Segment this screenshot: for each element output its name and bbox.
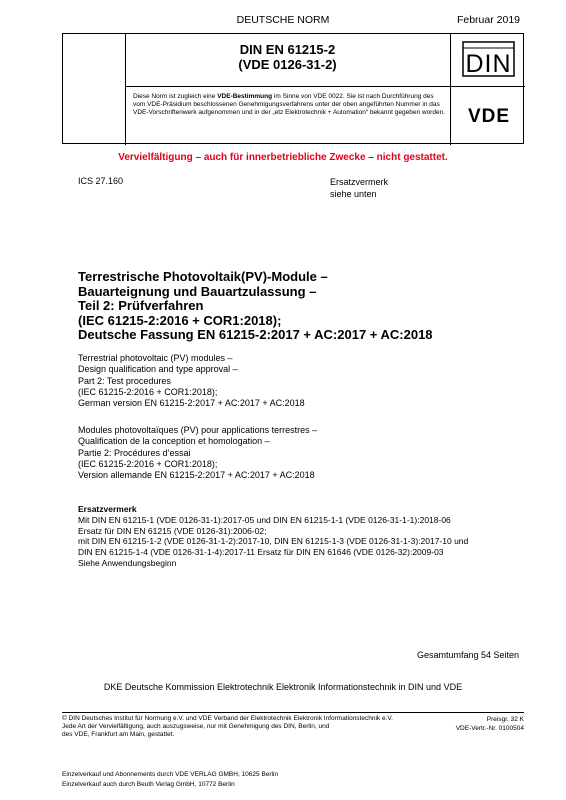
total-pages: Gesamtumfang 54 Seiten bbox=[416, 650, 519, 660]
header-frame bbox=[62, 33, 524, 144]
copyright-notice: © DIN Deutsches Institut für Normung e.V. und VDE Verband der Elektrotechnik Elektronik Informationstechnik e.V. Jede Art der Vervielfältigung, auch auszugsweise, nur mit Genehmigung des DIN, Berlin, und des VDE, Frankfurt am Main, gestattet. bbox=[62, 715, 393, 738]
standard-number-din: DIN EN 61215-2 bbox=[239, 42, 336, 57]
replacement-heading: Ersatzvermerk bbox=[78, 504, 137, 514]
document-type-label: DEUTSCHE NORM bbox=[236, 14, 330, 26]
title-german: Terrestrische Photovoltaik(PV)-Module – Bauarteignung und Bauartzulassung – Teil 2: Prüfverfahren (IEC 61215-2:2016 + COR1:2018); Deutsche Fassung EN 61215-2:2017 + AC:2017 + AC:2018 bbox=[78, 269, 433, 342]
copy-prohibition-warning: Vervielfältigung – auch für innerbetriebliche Zwecke – nicht gestattet. bbox=[118, 152, 448, 163]
replacement-notice: Ersatzvermerk Mit DIN EN 61215-1 (VDE 0126-31-1):2017-05 und DIN EN 61215-1-1 (VDE 0126-31-1-1):2018-06 Ersatz für DIN EN 61215 (VDE 0126-31):2006-02; mit DIN EN 61215-1-2 (VDE 0126-31-1-2):2017-10, DIN EN 61215-1-3 (VDE 0126-31-1-3):2017-10 und DIN EN 61215-1-4 (VDE 0126-31-1-4):2017-11 Ersatz für DIN EN 61646 (VDE 0126-32):2009-03 Siehe Anwendungsbeginn bbox=[78, 504, 538, 569]
svg-text:VDE: VDE bbox=[467, 106, 511, 124]
title-english: Terrestrial photovoltaic (PV) modules – Design qualification and type approval – Part 2: Test procedures (IEC 61215-2:2016 + COR1:2018); German version EN 61215-2:2017 + AC:2017 + AC:2018 bbox=[78, 353, 305, 409]
publication-date: Februar 2019 bbox=[456, 14, 520, 26]
title-french: Modules photovoltaïques (PV) pour applications terrestres – Qualification de la conception et homologation – Partie 2: Procédures d’essai (IEC 61215-2:2016 + COR1:2018); Version allemande EN 61215-2:2017 + AC:2017 + AC:2018 bbox=[78, 425, 318, 481]
vde-distribution-number: VDE-Vertr.-Nr. 0100504 bbox=[455, 724, 524, 732]
standard-number-vde: (VDE 0126-31-2) bbox=[238, 57, 337, 72]
din-logo-icon bbox=[461, 40, 516, 78]
sales-info: Einzelverkauf und Abonnements durch VDE VERLAG GMBH, 10625 Berlin Einzelverkauf auch durch Beuth Verlag GmbH, 10772 Berlin bbox=[62, 771, 279, 788]
footer-divider bbox=[62, 712, 524, 713]
vde-regulation-note: Diese Norm ist zugleich eine VDE-Bestimmung im Sinne von VDE 0022. Sie ist nach Durchführung des vom VDE-Präsidium beschlossenen Genehmigungsverfahrens unter der oben angeführten Nummer in das VDE-Vorschriftenwerk aufgenommen und in der „etz Elektrotechnik + Automation“ bekannt gegeben worden. bbox=[133, 93, 445, 117]
price-group: Preisgr. 32 K bbox=[486, 716, 524, 723]
replacement-reference: Ersatzvermerk siehe unten bbox=[330, 177, 389, 199]
price-info bbox=[456, 716, 524, 733]
ics-code: ICS 27.160 bbox=[78, 176, 124, 186]
dke-commission: DKE Deutsche Kommission Elektrotechnik Elektronik Informationstechnik in DIN und VDE bbox=[103, 682, 463, 692]
vde-logo-icon bbox=[458, 106, 520, 124]
top-header bbox=[0, 14, 566, 28]
svg-text:DIN: DIN bbox=[465, 50, 512, 78]
standard-number bbox=[125, 42, 450, 72]
